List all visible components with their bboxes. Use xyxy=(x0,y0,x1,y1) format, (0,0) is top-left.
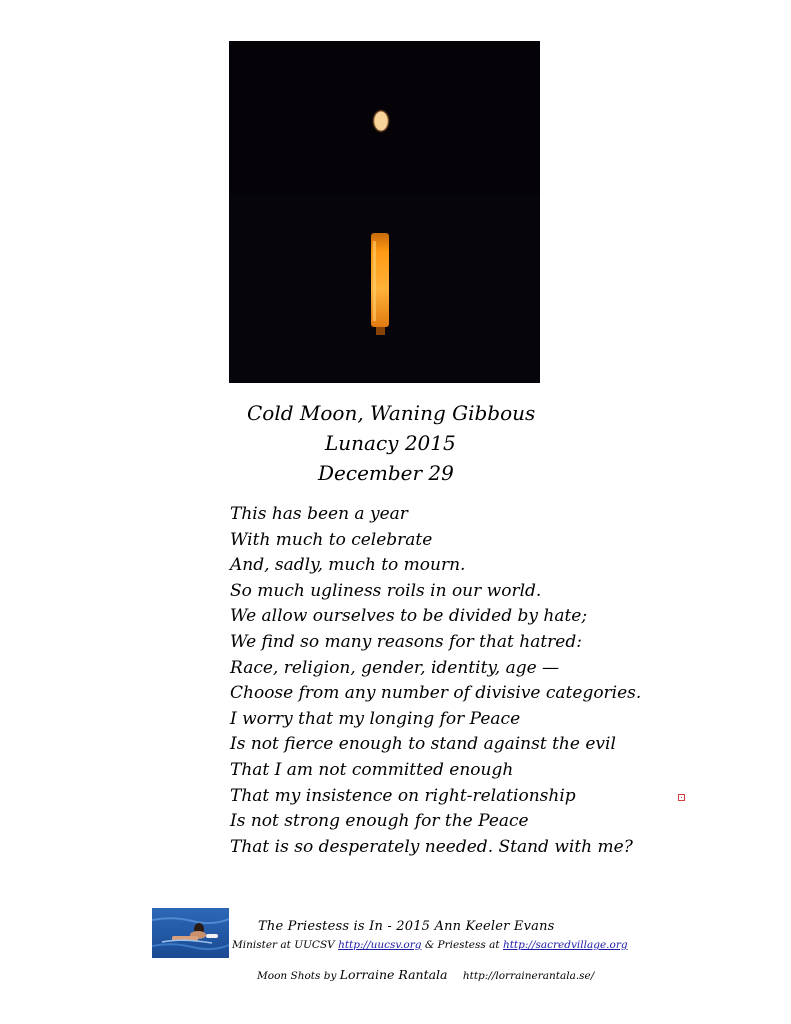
poem-line: That my insistence on right-relationship xyxy=(230,785,576,806)
poem-line: That is so desperately needed. Stand with me? xyxy=(230,836,633,857)
poem-line: This has been a year xyxy=(230,504,408,524)
poem-date: December 29 xyxy=(318,461,454,485)
moon-shots-label: Moon Shots by xyxy=(257,970,337,982)
photographer-url: http://lorrainerantala.se/ xyxy=(462,970,595,982)
photo-credit xyxy=(257,967,594,982)
swimmer-photo-icon xyxy=(152,908,229,958)
poem-line: We find so many reasons for that hatred: xyxy=(230,631,582,652)
poem-line: Choose from any number of divisive categories. xyxy=(230,683,642,704)
uucsv-link[interactable]: http://uucsv.org xyxy=(338,939,422,951)
poem-body xyxy=(230,502,690,860)
priestess-label: & Priestess at xyxy=(424,939,500,951)
anchor-marker-icon[interactable] xyxy=(678,794,685,801)
poem-line: That I am not committed enough xyxy=(230,759,514,780)
poem-line: I worry that my longing for Peace xyxy=(230,708,521,729)
moon-reflection-icon xyxy=(229,41,540,383)
poem-header xyxy=(200,398,560,488)
poem-line: So much ugliness roils in our world. xyxy=(230,580,542,601)
poem-line: Is not fierce enough to stand against the evil xyxy=(230,734,616,755)
photographer-name: Lorraine Rantala xyxy=(339,967,448,982)
poem-line: We allow ourselves to be divided by hate; xyxy=(230,606,588,627)
poem-line: Race, religion, gender, identity, age — xyxy=(230,657,560,678)
poem-title: Cold Moon, Waning Gibbous xyxy=(247,401,536,425)
moon-photo xyxy=(229,41,540,383)
sacred-village-link[interactable]: http://sacredvillage.org xyxy=(502,939,628,951)
poem-line: And, sadly, much to mourn. xyxy=(230,555,466,576)
series-name: Lunacy 2015 xyxy=(325,431,456,455)
poem-line: With much to celebrate xyxy=(230,529,433,550)
poem-line: Is not strong enough for the Peace xyxy=(230,811,529,832)
minister-label: Minister at UUCSV xyxy=(232,939,335,951)
footer-credit: The Priestess is In - 2015 Ann Keeler Evans xyxy=(258,919,555,934)
footer-affiliations xyxy=(232,939,628,951)
priestess-photo xyxy=(152,908,229,958)
